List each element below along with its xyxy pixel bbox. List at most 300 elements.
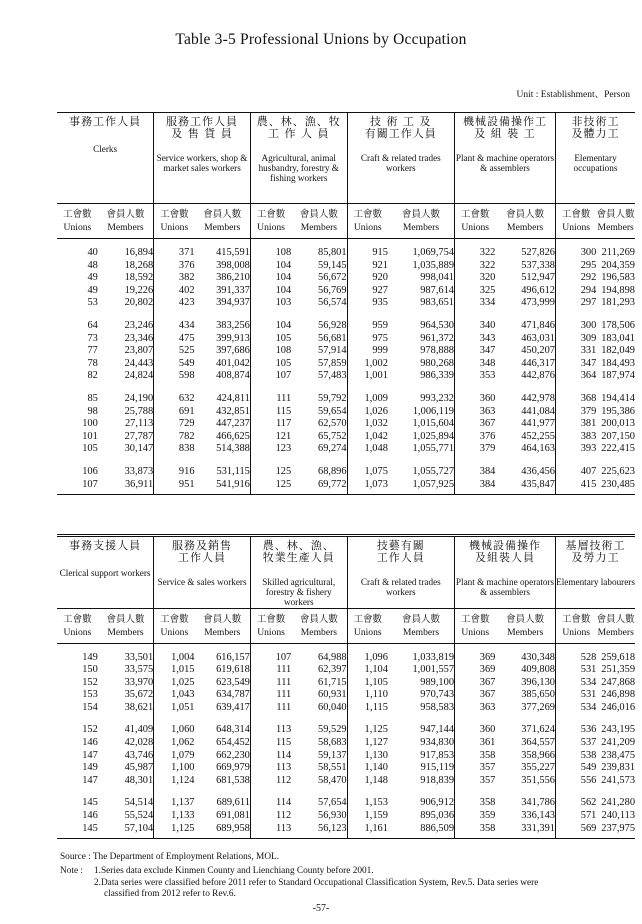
cell: 331 bbox=[580, 345, 597, 357]
cell: 1,002 bbox=[364, 357, 388, 369]
cell: 415,591 bbox=[195, 239, 251, 260]
cell: 432,851 bbox=[195, 406, 251, 419]
table-row bbox=[57, 285, 635, 298]
group-zh-line1: 農、林、漁、牧 bbox=[256, 115, 341, 128]
group-zh-line2: 牧業生產人員 bbox=[262, 551, 335, 565]
group-zh-line1: 事務工作人員 bbox=[69, 115, 142, 128]
col-header-en: Unions bbox=[562, 222, 591, 233]
cell: 1,051 bbox=[171, 701, 195, 713]
cell: 983,651 bbox=[388, 297, 455, 310]
cell: 918,839 bbox=[388, 775, 455, 788]
cell: 531 bbox=[580, 689, 597, 701]
cell: 475 bbox=[178, 332, 195, 344]
cell: 152 bbox=[82, 724, 98, 736]
cell: 355,227 bbox=[495, 762, 555, 775]
cell: 347 bbox=[580, 357, 597, 369]
cell: 689,958 bbox=[195, 823, 251, 839]
cell: 23,346 bbox=[98, 333, 154, 346]
cell: 1,148 bbox=[364, 774, 388, 786]
cell: 60,931 bbox=[291, 689, 347, 702]
cell: 361 bbox=[479, 737, 496, 749]
cell: 62,397 bbox=[291, 664, 347, 677]
cell: 402 bbox=[178, 284, 195, 296]
cell: 998,041 bbox=[388, 272, 455, 285]
col-header-en: Members bbox=[291, 626, 347, 644]
cell: 1,015 bbox=[171, 664, 195, 676]
cell: 408,874 bbox=[195, 370, 251, 383]
cell: 61,715 bbox=[291, 677, 347, 690]
cell: 57,914 bbox=[291, 345, 347, 358]
table-row bbox=[57, 418, 635, 431]
group-zh-line2: 工作人員 bbox=[178, 551, 227, 565]
table-row bbox=[57, 750, 635, 763]
cell: 446,317 bbox=[495, 358, 555, 371]
cell: 48,301 bbox=[98, 775, 154, 788]
cell: 921 bbox=[372, 259, 388, 271]
table-row bbox=[57, 787, 635, 810]
cell: 125 bbox=[275, 465, 292, 477]
cell: 452,255 bbox=[495, 431, 555, 444]
cell: 669,979 bbox=[195, 762, 251, 775]
cell: 107 bbox=[275, 651, 292, 663]
cell: 396,130 bbox=[495, 677, 555, 690]
bottom-group-header bbox=[57, 536, 154, 609]
cell: 54,514 bbox=[98, 787, 154, 810]
col-header-zh: 工會數 bbox=[160, 209, 189, 220]
group-zh-line1: 技藝有關 bbox=[376, 539, 425, 552]
cell: 117 bbox=[276, 418, 292, 430]
cell: 114 bbox=[276, 797, 292, 809]
cell: 447,237 bbox=[195, 418, 251, 431]
group-en: Elementary labourers bbox=[556, 576, 635, 587]
cell: 341,786 bbox=[495, 787, 555, 810]
group-zh-line2: 工作人員 bbox=[376, 551, 425, 565]
cell: 104 bbox=[275, 259, 292, 271]
cell: 1,032 bbox=[364, 418, 388, 430]
table-row bbox=[57, 714, 635, 737]
group-en: Service workers, shop & market sales workers bbox=[156, 152, 248, 173]
cell: 623,549 bbox=[195, 677, 251, 690]
cell: 247,868 bbox=[601, 676, 636, 688]
cell: 108 bbox=[275, 247, 292, 258]
cell: 18,592 bbox=[98, 272, 154, 285]
cell: 384 bbox=[479, 465, 496, 477]
cell: 113 bbox=[276, 724, 292, 736]
cell: 246,016 bbox=[601, 701, 636, 713]
cell: 105 bbox=[275, 357, 292, 369]
cell: 57,104 bbox=[98, 823, 154, 839]
cell: 927 bbox=[372, 284, 388, 296]
cell: 58,551 bbox=[291, 762, 347, 775]
cell: 238,475 bbox=[601, 749, 636, 761]
group-en: Craft & related trades workers bbox=[360, 152, 441, 173]
cell: 1,140 bbox=[364, 762, 388, 774]
cell: 195,386 bbox=[601, 405, 635, 417]
col-header-zh: 會員人數 bbox=[291, 608, 347, 626]
col-header-en: Members bbox=[98, 221, 154, 239]
cell: 986,339 bbox=[388, 370, 455, 383]
cell: 397,686 bbox=[195, 345, 251, 358]
cell: 571 bbox=[580, 810, 597, 822]
cell: 1,001,557 bbox=[388, 664, 455, 677]
cell: 211,269 bbox=[601, 247, 635, 258]
cell: 36,911 bbox=[98, 479, 154, 495]
cell: 1,035,889 bbox=[388, 260, 455, 273]
cell: 430,348 bbox=[495, 643, 555, 664]
cell: 154 bbox=[82, 701, 98, 713]
col-header-en: Members bbox=[597, 626, 634, 638]
cell: 25,788 bbox=[98, 406, 154, 419]
table-row bbox=[57, 643, 635, 664]
col-header-en: Unions bbox=[461, 222, 490, 233]
cell: 295 bbox=[580, 259, 597, 271]
cell: 360 bbox=[479, 392, 496, 404]
cell: 537 bbox=[580, 737, 597, 749]
cell: 358 bbox=[455, 823, 496, 839]
cell: 379 bbox=[479, 443, 496, 455]
cell: 391,337 bbox=[195, 285, 251, 298]
cell: 241,209 bbox=[601, 737, 636, 749]
cell: 915 bbox=[372, 247, 388, 258]
cell: 393 bbox=[580, 443, 597, 455]
col-header-zh: 工會數 bbox=[63, 613, 92, 625]
cell: 534 bbox=[580, 701, 597, 713]
cell: 297 bbox=[580, 297, 597, 309]
cell: 69,274 bbox=[291, 443, 347, 456]
cell: 33,575 bbox=[98, 664, 154, 677]
cell: 64 bbox=[87, 319, 98, 331]
cell: 1,130 bbox=[364, 749, 388, 761]
cell: 1,127 bbox=[364, 737, 388, 749]
cell: 382 bbox=[178, 272, 195, 284]
cell: 56,930 bbox=[291, 810, 347, 823]
note-1: 1.Series data exclude Kinmen County and Lienchiang County before 2001. bbox=[94, 866, 374, 876]
cell: 895,036 bbox=[388, 810, 455, 823]
cell: 111 bbox=[276, 689, 292, 701]
cell: 598 bbox=[178, 370, 195, 382]
cell: 181,293 bbox=[601, 297, 635, 309]
table-row bbox=[57, 333, 635, 346]
cell: 423 bbox=[178, 297, 195, 309]
cell: 182,049 bbox=[601, 345, 635, 357]
cell: 358 bbox=[479, 749, 496, 761]
cell: 240,113 bbox=[601, 810, 636, 822]
cell: 53 bbox=[87, 297, 98, 309]
group-zh-line2: 及 售 貨 員 bbox=[171, 127, 233, 141]
col-header-zh: 會員人數 bbox=[495, 204, 555, 222]
cell: 958,583 bbox=[388, 702, 455, 715]
cell: 294 bbox=[580, 284, 597, 296]
cell: 45,987 bbox=[98, 762, 154, 775]
table-row bbox=[57, 677, 635, 690]
cell: 111 bbox=[276, 664, 292, 676]
cell: 401,042 bbox=[195, 358, 251, 371]
top-group-header bbox=[347, 113, 454, 204]
cell: 947,144 bbox=[388, 714, 455, 737]
cell: 538 bbox=[580, 749, 597, 761]
top-group-header bbox=[57, 113, 154, 204]
col-header-zh: 會員人數 bbox=[98, 204, 154, 222]
top-group-header bbox=[455, 113, 556, 204]
col-header-zh: 工會數 bbox=[460, 209, 490, 220]
cell: 43,746 bbox=[98, 750, 154, 763]
cell: 1,009 bbox=[364, 392, 388, 404]
cell: 364,557 bbox=[495, 737, 555, 750]
bottom-table bbox=[57, 534, 635, 839]
cell: 377,269 bbox=[495, 702, 555, 715]
cell: 103 bbox=[275, 297, 292, 309]
col-header-zh: 會員人數 bbox=[98, 608, 154, 626]
cell: 101 bbox=[82, 430, 98, 442]
bottom-group-header bbox=[455, 536, 556, 609]
cell: 150 bbox=[82, 664, 98, 676]
cell: 975 bbox=[372, 332, 388, 344]
group-en: Clerical support workers bbox=[59, 568, 151, 579]
cell: 27,113 bbox=[98, 418, 154, 431]
cell: 1,062 bbox=[171, 737, 195, 749]
bottom-group-header bbox=[347, 536, 454, 609]
cell: 358 bbox=[479, 797, 496, 809]
table-row bbox=[57, 664, 635, 677]
cell: 347 bbox=[479, 345, 496, 357]
cell: 691 bbox=[178, 405, 195, 417]
cell: 1,057,925 bbox=[388, 479, 455, 495]
cell: 514,388 bbox=[195, 443, 251, 456]
cell: 376 bbox=[479, 430, 496, 442]
col-header-zh: 工會數 bbox=[460, 613, 490, 625]
cell: 528 bbox=[580, 651, 597, 663]
cell: 56,123 bbox=[291, 823, 347, 839]
group-zh-line1: 農、林、漁、 bbox=[262, 539, 335, 552]
cell: 450,207 bbox=[495, 345, 555, 358]
cell: 351,556 bbox=[495, 775, 555, 788]
col-header-zh: 會員人數 bbox=[388, 608, 455, 626]
cell: 1,161 bbox=[347, 823, 388, 839]
bottom-group-header bbox=[556, 536, 636, 609]
cell: 336,143 bbox=[495, 810, 555, 823]
cell: 147 bbox=[82, 774, 98, 786]
col-header-en: Unions bbox=[63, 222, 92, 233]
cell: 1,001 bbox=[364, 370, 388, 382]
cell: 1,159 bbox=[364, 810, 388, 822]
cell: 531,115 bbox=[195, 456, 251, 479]
cell: 531 bbox=[580, 664, 597, 676]
cell: 178,506 bbox=[601, 319, 635, 331]
table-row bbox=[57, 345, 635, 358]
cell: 1,100 bbox=[171, 762, 195, 774]
cell: 146 bbox=[82, 810, 98, 822]
cell: 386,210 bbox=[195, 272, 251, 285]
col-header-en: Unions bbox=[353, 222, 382, 233]
cell: 65,752 bbox=[291, 431, 347, 444]
col-header-en: Unions bbox=[63, 626, 92, 638]
cell: 85,801 bbox=[291, 239, 347, 260]
cell: 59,654 bbox=[291, 406, 347, 419]
cell: 1,048 bbox=[364, 443, 388, 455]
cell: 415 bbox=[556, 479, 597, 495]
col-header-en: Members bbox=[291, 221, 347, 239]
cell: 383,256 bbox=[195, 310, 251, 333]
cell: 838 bbox=[178, 443, 195, 455]
cell: 364 bbox=[580, 370, 597, 382]
col-header-zh: 工會數 bbox=[160, 613, 189, 625]
cell: 49 bbox=[87, 284, 98, 296]
cell: 369 bbox=[479, 664, 496, 676]
col-header-en: Members bbox=[495, 221, 555, 239]
table-row bbox=[57, 310, 635, 333]
cell: 104 bbox=[275, 272, 292, 284]
page-title: Table 3-5 Professional Unions by Occupation bbox=[175, 31, 467, 48]
page-number: -57- bbox=[312, 903, 330, 914]
cell: 56,928 bbox=[291, 310, 347, 333]
cell: 243,195 bbox=[601, 724, 636, 736]
cell: 371 bbox=[178, 247, 195, 258]
cell: 525 bbox=[178, 345, 195, 357]
cell: 978,888 bbox=[388, 345, 455, 358]
cell: 24,824 bbox=[98, 370, 154, 383]
cell: 1,096 bbox=[364, 651, 388, 663]
cell: 24,443 bbox=[98, 358, 154, 371]
table-row bbox=[57, 370, 635, 383]
cell: 19,226 bbox=[98, 285, 154, 298]
cell: 153 bbox=[82, 689, 98, 701]
cell: 1,105 bbox=[364, 676, 388, 688]
col-header-zh: 會員人數 bbox=[596, 613, 635, 625]
cell: 619,618 bbox=[195, 664, 251, 677]
col-header-en: Members bbox=[597, 222, 634, 233]
cell: 782 bbox=[178, 430, 195, 442]
cell: 85 bbox=[87, 392, 98, 404]
col-header-zh: 會員人數 bbox=[495, 608, 555, 626]
cell: 1,125 bbox=[154, 823, 195, 839]
note-label: Note : bbox=[60, 866, 83, 876]
cell: 56,672 bbox=[291, 272, 347, 285]
cell: 78 bbox=[87, 357, 98, 369]
group-zh-line2: 及 組 裝 工 bbox=[474, 127, 536, 141]
table-row bbox=[57, 406, 635, 419]
cell: 359 bbox=[479, 810, 496, 822]
group-en: Agricultural, animal husbandry, forestry & fishing workers bbox=[258, 152, 339, 184]
cell: 49 bbox=[87, 272, 98, 284]
cell: 1,104 bbox=[364, 664, 388, 676]
cell: 24,190 bbox=[98, 383, 154, 406]
top-group-header bbox=[154, 113, 251, 204]
cell: 196,583 bbox=[601, 272, 635, 284]
group-zh-line1: 基層技術工 bbox=[565, 539, 626, 552]
cell: 466,625 bbox=[195, 431, 251, 444]
cell: 464,163 bbox=[495, 443, 555, 456]
cell: 147 bbox=[82, 749, 98, 761]
group-zh-line1: 服務工作人員 bbox=[166, 115, 239, 128]
cell: 57,859 bbox=[291, 358, 347, 371]
cell: 62,570 bbox=[291, 418, 347, 431]
group-en: Clerks bbox=[93, 144, 118, 155]
cell: 634,787 bbox=[195, 689, 251, 702]
cell: 59,529 bbox=[291, 714, 347, 737]
cell: 407 bbox=[580, 465, 597, 477]
cell: 246,898 bbox=[601, 689, 636, 701]
table-row bbox=[57, 689, 635, 702]
cell: 632 bbox=[178, 392, 195, 404]
cell: 964,530 bbox=[388, 310, 455, 333]
cell: 536 bbox=[580, 724, 597, 736]
cell: 320 bbox=[479, 272, 496, 284]
cell: 376 bbox=[178, 259, 195, 271]
cell: 56,769 bbox=[291, 285, 347, 298]
cell: 1,115 bbox=[364, 701, 388, 713]
cell: 292 bbox=[580, 272, 597, 284]
cell: 409,808 bbox=[495, 664, 555, 677]
cell: 68,896 bbox=[291, 456, 347, 479]
cell: 105 bbox=[275, 332, 292, 344]
cell: 183,041 bbox=[601, 332, 635, 344]
cell: 309 bbox=[580, 332, 597, 344]
cell: 935 bbox=[372, 297, 388, 309]
cell: 385,650 bbox=[495, 689, 555, 702]
table-row bbox=[57, 272, 635, 285]
cell: 367 bbox=[479, 418, 496, 430]
group-zh-line2: 及組裝人員 bbox=[475, 551, 536, 565]
cell: 77 bbox=[87, 345, 98, 357]
group-en: Skilled agricultural, forestry & fishery workers bbox=[262, 576, 336, 608]
cell: 654,452 bbox=[195, 737, 251, 750]
cell: 371,624 bbox=[495, 714, 555, 737]
cell: 915,119 bbox=[388, 762, 455, 775]
cell: 115 bbox=[276, 405, 292, 417]
cell: 367 bbox=[479, 689, 496, 701]
cell: 108 bbox=[275, 345, 292, 357]
table-row bbox=[57, 358, 635, 371]
cell: 424,811 bbox=[195, 383, 251, 406]
cell: 363 bbox=[479, 405, 496, 417]
group-zh-line2: 有關工作人員 bbox=[364, 127, 437, 141]
cell: 98 bbox=[87, 405, 98, 417]
cell: 886,509 bbox=[388, 823, 455, 839]
cell: 64,988 bbox=[291, 643, 347, 664]
col-header-en: Members bbox=[195, 221, 251, 239]
col-header-en: Members bbox=[388, 221, 455, 239]
cell: 399,913 bbox=[195, 333, 251, 346]
table-row bbox=[57, 823, 635, 839]
cell: 639,417 bbox=[195, 702, 251, 715]
cell: 916 bbox=[178, 465, 195, 477]
cell: 1,006,119 bbox=[388, 406, 455, 419]
group-en: Craft & related trades workers bbox=[360, 576, 441, 597]
cell: 1,075 bbox=[364, 465, 388, 477]
col-header-en: Unions bbox=[160, 222, 189, 233]
cell: 1,042 bbox=[364, 430, 388, 442]
cell: 38,621 bbox=[98, 702, 154, 715]
cell: 569 bbox=[556, 823, 597, 839]
table-row bbox=[57, 239, 635, 260]
cell: 398,008 bbox=[195, 260, 251, 273]
col-header-zh: 工會數 bbox=[561, 613, 591, 625]
col-header-zh: 會員人數 bbox=[195, 608, 251, 626]
cell: 496,612 bbox=[495, 285, 555, 298]
cell: 123 bbox=[275, 443, 292, 455]
cell: 20,802 bbox=[98, 297, 154, 310]
cell: 27,787 bbox=[98, 431, 154, 444]
cell: 473,999 bbox=[495, 297, 555, 310]
cell: 357 bbox=[479, 774, 496, 786]
cell: 534 bbox=[580, 676, 597, 688]
cell: 56,574 bbox=[291, 297, 347, 310]
group-en: Elementary occupations bbox=[573, 152, 618, 173]
top-group-header bbox=[556, 113, 636, 204]
cell: 537,338 bbox=[495, 260, 555, 273]
cell: 125 bbox=[250, 479, 291, 495]
cell: 1,055,771 bbox=[388, 443, 455, 456]
